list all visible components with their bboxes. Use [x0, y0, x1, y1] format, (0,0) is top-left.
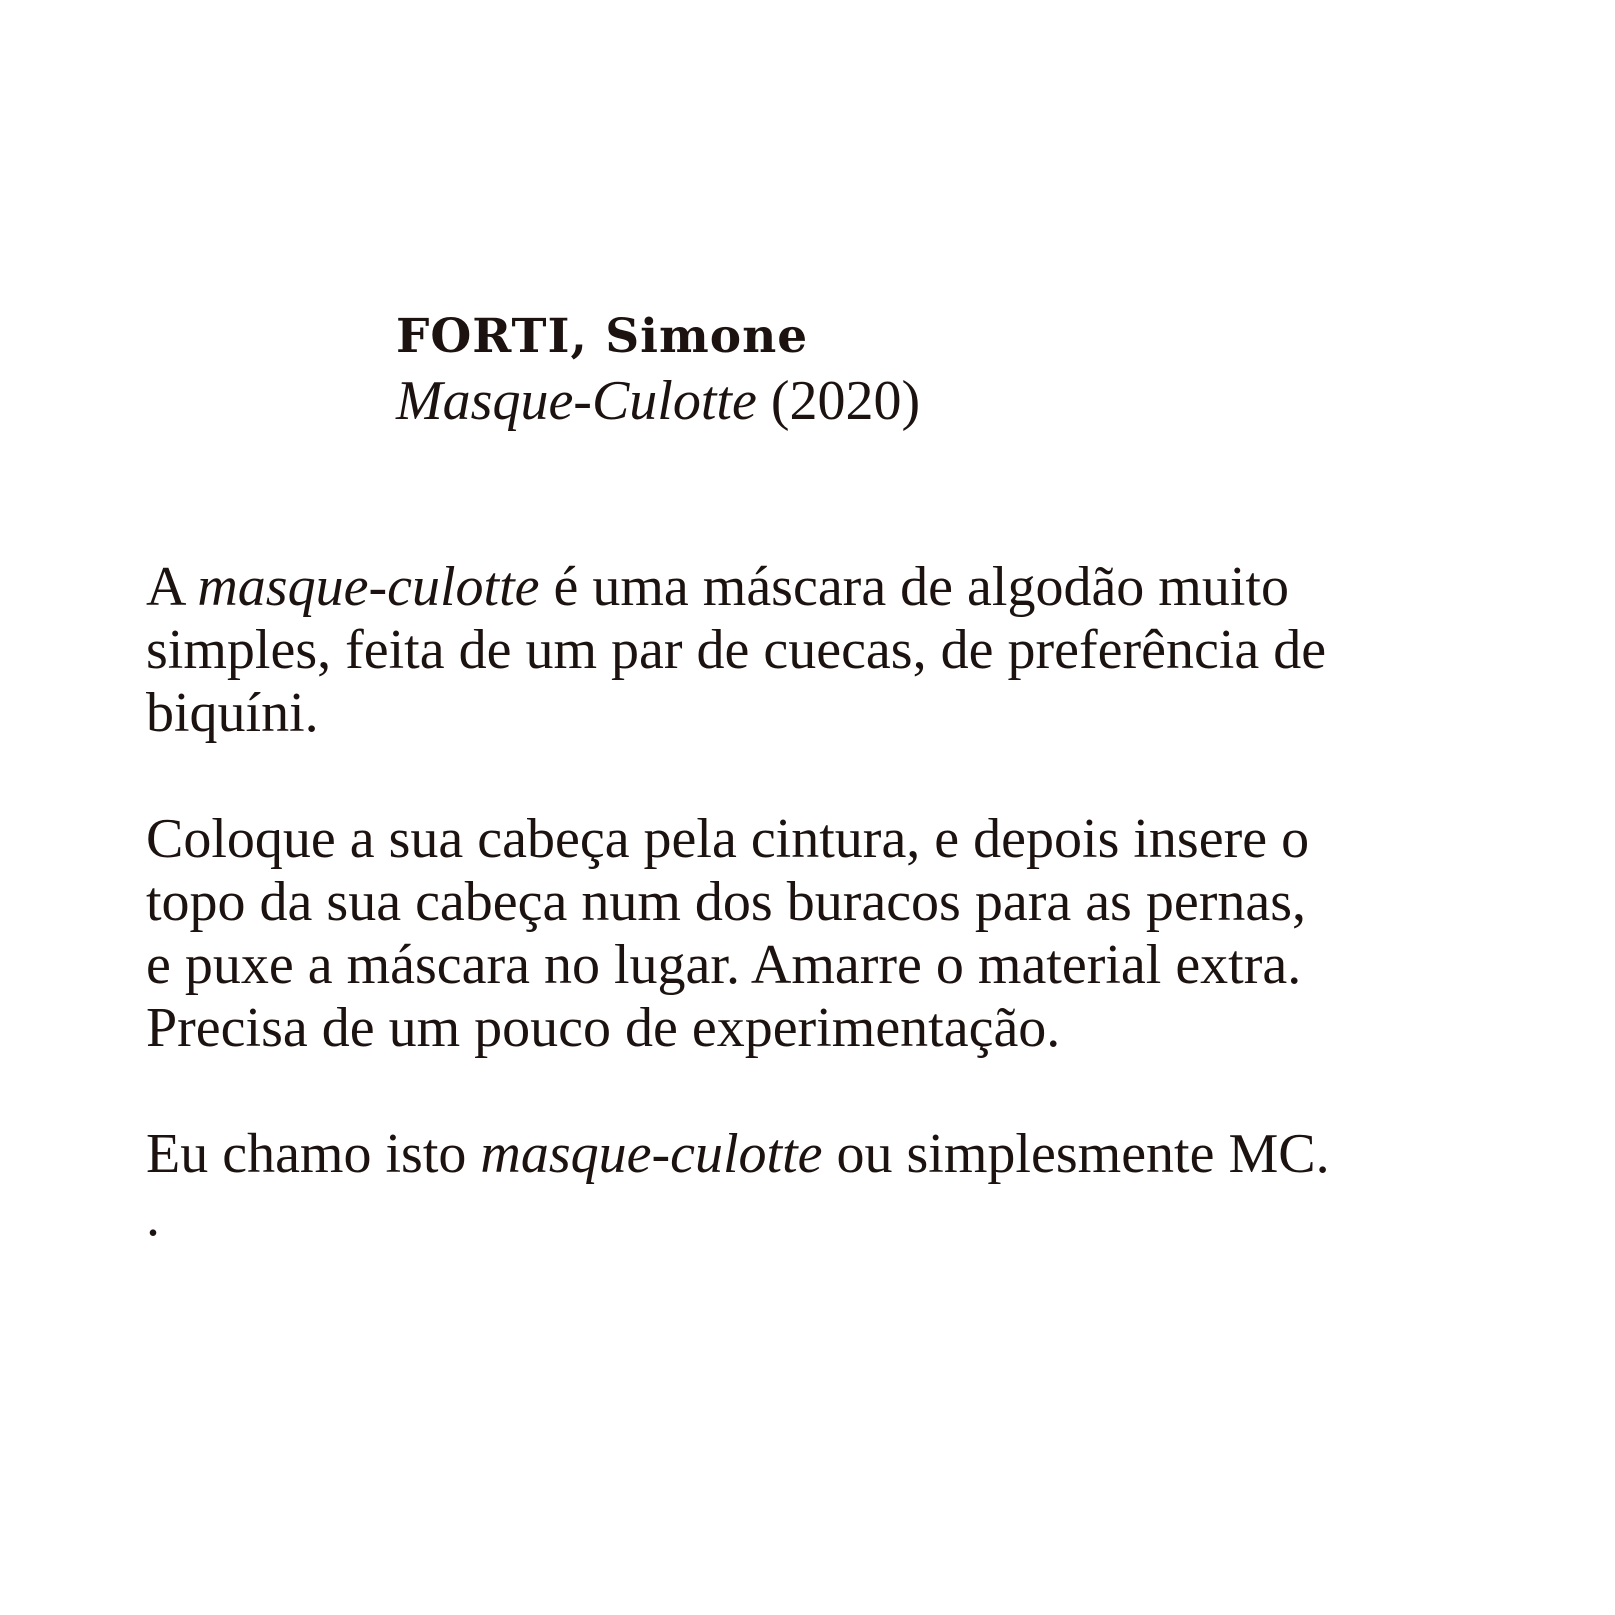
- emphasis-masque-culotte: masque-culotte: [197, 556, 540, 618]
- paragraph-2-line-1: Coloque a sua cabeça pela cintura, e depois insere o: [146, 808, 1310, 870]
- work-year: (2020): [770, 370, 921, 432]
- paragraph-3-line-1: Eu chamo isto masque-culotte ou simplesmente MC.: [146, 1123, 1330, 1185]
- paragraph-2-line-2: topo da sua cabeça num dos buracos para as pernas,: [146, 871, 1307, 933]
- paragraph-1: [146, 556, 1566, 745]
- paragraph-1-line-2: simples, feita de um par de cuecas, de preferência de: [146, 619, 1327, 681]
- paragraph-3-line-2: .: [146, 1186, 160, 1248]
- work-title-line: [396, 368, 1296, 434]
- paragraph-3: [146, 1123, 1566, 1249]
- paragraph-2-line-4: Precisa de um pouco de experimentação.: [146, 997, 1061, 1059]
- description-text: [146, 556, 1566, 1249]
- paragraph-2: [146, 808, 1566, 1060]
- label-header: [396, 306, 1296, 434]
- paragraph-1-line-1: A masque-culotte é uma máscara de algodão muito: [146, 556, 1289, 618]
- paragraph-1-line-3: biquíni.: [146, 682, 319, 744]
- artist-name: FORTI, Simone: [396, 309, 809, 364]
- emphasis-masque-culotte-2: masque-culotte: [480, 1123, 823, 1185]
- paragraph-2-line-3: e puxe a máscara no lugar. Amarre o material extra.: [146, 934, 1302, 996]
- work-title: Masque-Culotte: [396, 370, 757, 432]
